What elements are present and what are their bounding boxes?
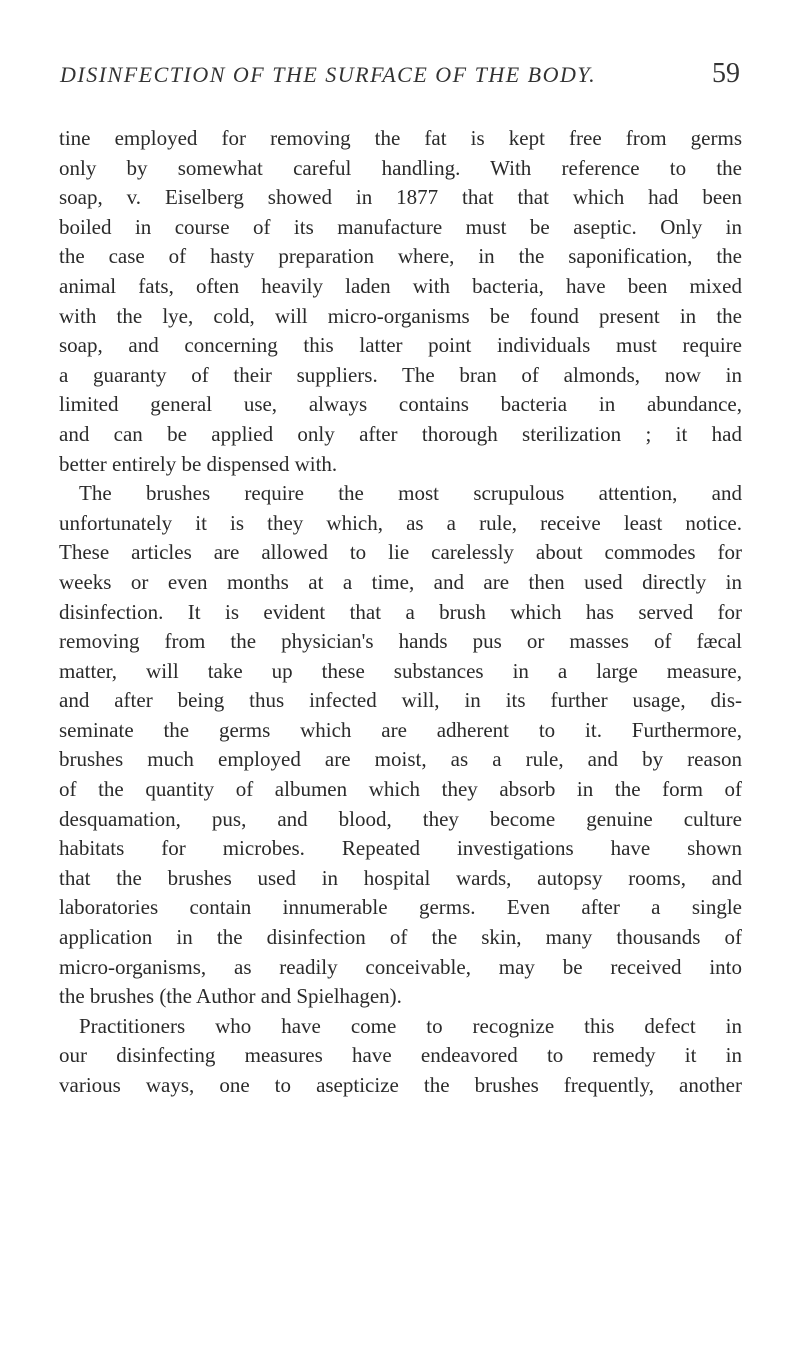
text-line: tine employed for removing the fat is kept free from germs — [59, 126, 742, 150]
text-line: only by somewhat careful handling. With reference to the — [59, 155, 742, 180]
text-line: application in the disinfection of the skin, many thousands of — [59, 925, 742, 950]
text-line: weeks or even months at a time, and are then used directly in — [59, 569, 742, 594]
text-line: seminate the germs which are adherent to it. Furthermore, — [59, 717, 742, 742]
text-line: Practitioners who have come to recognize this defect in — [79, 1013, 742, 1038]
text-line: micro-organisms, as readily conceivable, may be received into — [59, 954, 742, 979]
text-line: unfortunately it is they which, as a rule, receive least notice. — [59, 510, 742, 535]
text-line: animal fats, often heavily laden with bacteria, have been mixed — [59, 273, 742, 298]
text-line: The brushes require the most scrupulous attention, and — [79, 481, 742, 506]
text-line: the brushes (the Author and Spielhagen). — [59, 984, 402, 1009]
text-line: boiled in course of its manufacture must be aseptic. Only in — [59, 214, 742, 239]
text-line: brushes much employed are moist, as a rule, and by reason — [59, 747, 742, 772]
text-line: laboratories contain innumerable germs. Even after a single — [59, 895, 742, 920]
text-line: a guaranty of their suppliers. The bran of almonds, now in — [59, 362, 742, 387]
text-line: limited general use, always contains bacteria in abundance, — [59, 392, 742, 417]
text-line: disinfection. It is evident that a brush which has served for — [59, 599, 742, 624]
text-line: various ways, one to asepticize the brushes frequently, another — [59, 1073, 742, 1097]
text-line: our disinfecting measures have endeavored to remedy it in — [59, 1043, 742, 1068]
text-line: desquamation, pus, and blood, they become genuine culture — [59, 806, 742, 831]
text-line: that the brushes used in hospital wards, autopsy rooms, and — [59, 865, 742, 890]
body-text — [59, 124, 742, 1101]
text-line: habitats for microbes. Repeated investigations have shown — [59, 836, 742, 861]
running-title: DISINFECTION OF THE SURFACE OF THE BODY. — [60, 62, 597, 87]
text-line: with the lye, cold, will micro-organisms be found present in the — [59, 303, 742, 328]
text-line: soap, v. Eiselberg showed in 1877 that that which had been — [59, 185, 742, 210]
text-line: the case of hasty preparation where, in the saponification, the — [59, 244, 742, 269]
text-line: removing from the physician's hands pus or masses of fæcal — [59, 629, 742, 654]
text-line: and after being thus infected will, in its further usage, dis- — [59, 688, 742, 713]
text-line: of the quantity of albumen which they absorb in the form of — [59, 777, 742, 802]
text-line: These articles are allowed to lie carelessly about commodes for — [59, 540, 742, 565]
text-line: soap, and concerning this latter point individuals must require — [59, 333, 742, 358]
text-line: and can be applied only after thorough sterilization ; it had — [59, 421, 742, 446]
text-line: matter, will take up these substances in a large measure, — [59, 658, 742, 683]
text-line: better entirely be dispensed with. — [59, 451, 338, 476]
page-number: 59 — [712, 58, 740, 89]
running-head — [60, 58, 740, 102]
